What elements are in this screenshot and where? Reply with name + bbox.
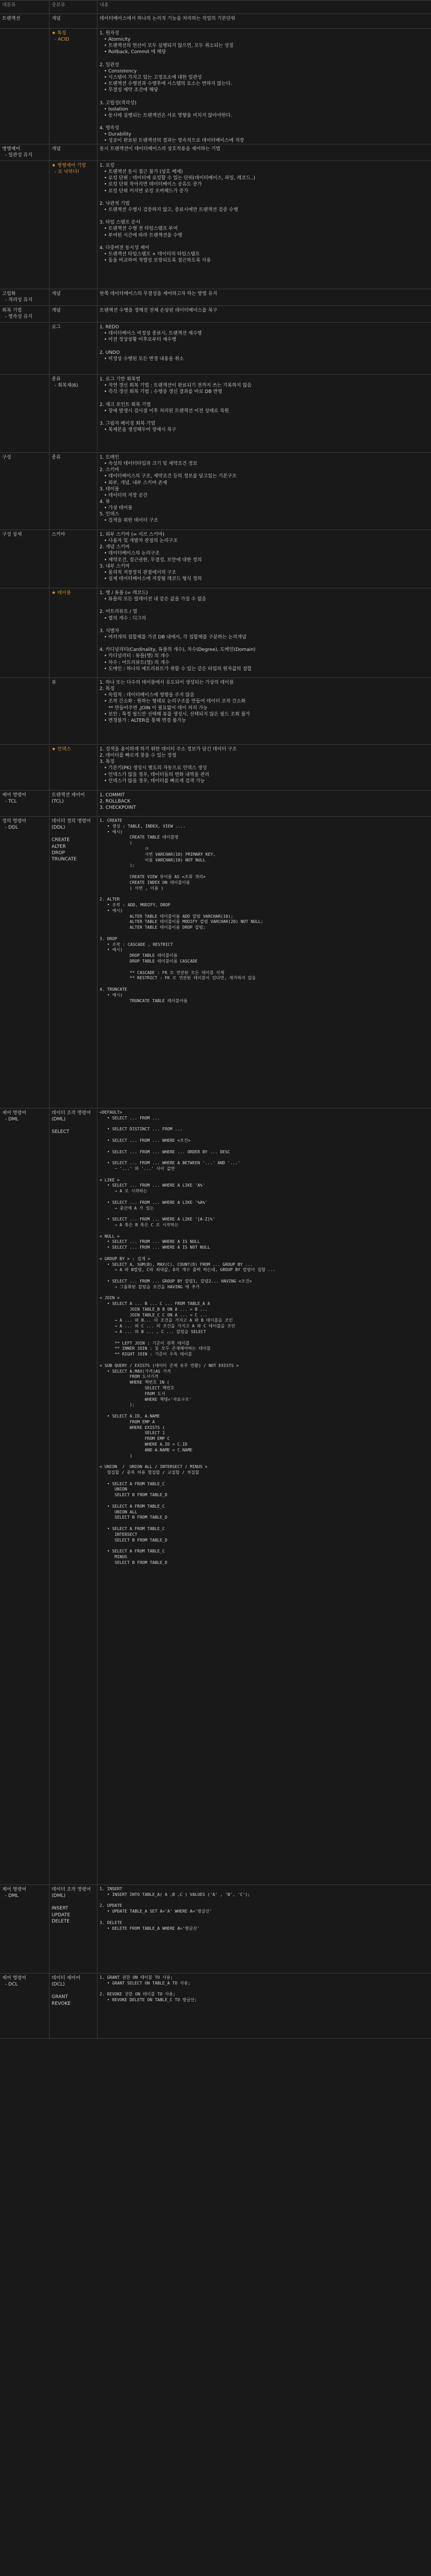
table-row: [0, 375, 431, 453]
row-content: 1. 검색을 용이하게 하기 위한 데이터 주소 정보가 담긴 데이터 구조 2. 데이터를 빠르게 찾을 수 있는 장점 3. 특징 • 기본키(PK) 생성시 별도의 자동으로 인덱스 생성 • 인덱스가 많을 경우, 데이터들의 변화 내역을 관리 • 인덱스가 많을 경우, 데이터를 빠르게 검색 가능: [100, 747, 237, 784]
table-row: [0, 289, 431, 306]
row-content: 데이터베이스에서 하나의 논리적 기능을 처리하는 작업의 기본단위: [100, 16, 236, 21]
row-subcategory: ★ 특징 - ACID: [50, 29, 97, 144]
table-row: [0, 588, 431, 678]
header-subcategory: 중분류: [50, 1, 97, 14]
row-content: 1. GRANT 권한 ON 테이블 TO 사용; • GRANT SELECT ON TABLE_A TO 사용; 2. REVOKE 권한 ON 테이블 TO 사용; • REVOKE DELETE ON TABLE_C TO 방글산;: [100, 1975, 197, 2003]
row-category: 구성 상세: [0, 530, 50, 588]
table-row: [0, 530, 431, 588]
row-category: 병행제어 - 일관성 유지: [0, 144, 50, 161]
row-content: 1. 로킹 • 트랜잭션 동시 접근 불가 (상호 배제) • 로킹 단위 : 데이터에 로킹할 수 있는 단위(데이터베이스, 파일, 레코드..) • 로킹 단위 작아지면 데이터베이스 공유도 증가 • 로킹 단위 커지면 로킹 오버헤드가 증가 2. 낙관적 기법 • 트랜잭션 수행시 검증하지 않고, 종료시에만 트랜잭션 검증 수행 3. 타임 스탬프 순서 • 트랜잭션 수행 전 타임스탬프 부여 • 부여된 시간에 따라 트랜잭션을 수행 4. 다중버전 동시성 제어 • 트랜잭션 타임스탬프 + 데이터의 타임스탬프 • 둘을 비교하여 직렬성 보장되도록 접근하도록 사용: [100, 163, 255, 264]
row-subcategory: 트랜잭션 제어어(TCL): [50, 791, 97, 816]
table-row: [0, 1108, 431, 1885]
row-content: 1. 원자성 • Atomicity • 트랜잭션의 연산이 모두 실행되지 않으면, 모두 취소되는 성질 • Rollback, Commit 에 해당 2. 일관성 • Consistency • 시스템이 가지고 있는 고정요소에 대한 일관성 • 트랜잭션 수행전과 수행후에 시스템의 요소는 변하지 않는다. • 무결성 제약 조건에 해당 3. 고립성(격리성) • Isolation • 동시에 실행되는 트랜잭션은 서로 영향을 미치지 않아야한다. 4. 영속성 • Durability • 성공이 완료된 트랜잭션의 결과는 영속적으로 데이터베이스에 저장: [100, 31, 244, 144]
row-content: 1. 로그 기반 회복법 • 지연 갱신 회복 기법 : 트랜잭션이 완료되기 전까지 쓰는 기록하지 않음 • 즉각 갱신 회복 기법 : 수행중 갱신 결과를 바로 DB 반영 2. 체크 포인트 회복 기법 • 장애 발생시 검사점 이후 처리된 트랜잭션 이전 상태로 복원 3. 그림자 페이징 회복 기법 • 복제본을 생성해두어 장애시 복구: [100, 377, 252, 433]
row-subcategory: 스키마: [50, 530, 97, 588]
row-subcategory: 로그: [50, 323, 97, 374]
row-subcategory: ★ 인덱스: [50, 745, 97, 790]
row-category: 고립화 - 격리성 유지: [0, 289, 50, 305]
row-content: 1. CREATE • 생성 : TABLE, INDEX, VIEW .... • 예시) CREATE TABLE 테이블명 ( ㅁ 사번 VARCHAR(10) PRIMARY KEY, 이름 VARCHAR(10) NOT NULL ); CREATE VIEW 뷰이름 AS <조회 쿼리> CREATE INDEX ON 테이블이름 ( 사번 , 이름 ) 2. ALTER • 조작 : ADD, MODIFY, DROP • 예시) ALTER TABLE 테이블이름 ADD 칼럼 VARCHAR(10); ALTER TABLE 테이블이름 MODIFY 칼럼 VARCHAR(20) NOT NULL; ALTER TABLE 테이블이름 DROP 칼럼; 3. DROP • 조작 : CASCADE , RESTRICT • 예시) DROP TABLE 테이블이름 DROP TABLE 테이블이름 CASCADE ** CASCADE : FK 로 연관된 모든 테이블 삭제 ** RESTRICT : FK 로 연관된 테이블이 있다면, 제거하지 않음 4. TRUNCATE • 예시) TRUNCATE TABLE 테이블이름: [100, 818, 264, 1003]
row-subcategory: 종류 - 회복재(6): [50, 375, 97, 452]
row-category: [0, 375, 50, 452]
row-subcategory: 데이터 제어어 (DCL) GRANT REVOKE: [50, 1974, 97, 2038]
table-row: [0, 1974, 431, 2039]
row-category: 제어 명령어 - DML: [0, 1108, 50, 1884]
row-category: 회복 기법 - 영속성 유지: [0, 306, 50, 322]
row-content: 1. 행 / 튜플 (= 레코드) • 튜플의 모든 릴레이션 내 같은 값을 가질 수 없음 2. 어트리뷰트 / 열 • 열의 개수 : 디그리 3. 식별자 • 여러개의 집합체를 가진 DB 내에서, 각 집합체를 구분하는 논리개념 4. 카디널리티(Cardinality, 튜플의 개수), 차수(Degree), 도메인(Domain) • 카디널리티 : 튜플(행) 의 개수 • 차수 : 어트리뷰트(열) 의 개수 • 도메인 : 하나의 애트리뷰트가 취할 수 있는 같은 타입의 원자값의 집합: [100, 590, 256, 672]
row-subcategory: 종류: [50, 453, 97, 529]
row-subcategory: ★ 테이블: [50, 588, 97, 677]
row-subcategory: 데이터 조작 명령어(DML) SELECT: [50, 1108, 97, 1884]
row-category: 제어 명령어 - DCL: [0, 1974, 50, 2038]
row-subcategory: 데이터 조작 명령어(DML) INSERT UPDATE DELETE: [50, 1885, 97, 1973]
row-content: 1. REDO • 데이터베이스 비정상 종료시, 트랜잭션 재수행 • 이전 정상상황 이후로부터 재수행 2. UNDO • 비정상 수행된 모든 변경 내용을 취소: [100, 325, 202, 362]
table-row: [0, 453, 431, 530]
table-row: [0, 1885, 431, 1974]
row-category: [0, 678, 50, 744]
row-category: [0, 161, 50, 289]
row-content: 1. 하나 또는 다수의 테이블에서 유도되어 생성되는 가상의 테이블 2. 특징 • 독립적 : 데이터베이스에 영향을 주지 않음 • 조작 간소화 : 원하는 형태로 논리구조를 만들어 데이터 조작 간소화 ** 만들어주면 ,JOIN 이 필요없이 데이 처리 가능 • 보안 : 특정 필드만 선택해 뷰를 생성시, 선택되지 않은 필드 조회 불가 • 변경불가 : ALTER를 통해 변경 불가능: [100, 680, 250, 723]
table-row: [0, 161, 431, 289]
row-category: 제어 명령어 - DML: [0, 1885, 50, 1973]
table-row: [0, 745, 431, 791]
row-content: 한쪽 데이터베이스의 무결성을 제어하고자 하는 방법 유지: [100, 291, 217, 297]
row-content: 1. COMMIT 2. ROLLBACK 3. CHECKPOINT: [100, 793, 136, 811]
table-row: [0, 29, 431, 144]
table-row: [0, 306, 431, 323]
row-category: 제어 명령어 - TCL: [0, 791, 50, 816]
table-row: [0, 678, 431, 745]
row-subcategory: 개념: [50, 144, 97, 161]
table-row: [0, 144, 431, 161]
row-category: [0, 745, 50, 790]
header-content: 내용: [100, 3, 109, 8]
table-row: [0, 14, 431, 29]
row-category: 구성: [0, 453, 50, 529]
row-subcategory: 개념: [50, 289, 97, 305]
row-subcategory: ★ 병행제어 기법 - 로 낙하다!: [50, 161, 97, 289]
row-category: [0, 323, 50, 374]
row-content: 1. 외부 스키마 (= 서브 스키마) • 사용자 및 개발자 관점의 논리구조 2. 개념 스키마 • 데이터베이스의 논리구조 • 제약조건, 접근권한, 무결성, 보안에 대한 정의 3. 내부 스키마 • 물리적 저장장치 관점에서의 구조 • 실제 데이터베이스에 저장될 레코드 형식 정의: [100, 532, 202, 582]
row-content: 트랜잭션 수행을 정해진 전체 손상된 데이터베이스를 복구: [100, 308, 217, 313]
row-category: 트랜잭션: [0, 14, 50, 28]
row-subcategory: 개념: [50, 306, 97, 322]
row-category: 정의 명령어 - DDL: [0, 817, 50, 1108]
row-content: 동시 트랜잭션이 데이터베이스의 상호작용을 제어하는 기법: [100, 146, 220, 152]
row-content: 1. 도메인 • 속성의 데이터타입과 크기 및 제약조건 정보 2. 스키마 • 데이터베이스의 구조, 제약조건 등의 정보를 담고있는 기본구조 • 외부, 개념, 내부 스키마 존재 3. 테이블 • 데이터의 저장 공간 4. 뷰 • 가상 테이블 5. 인덱스 • 검색을 위한 데이터 구조: [100, 455, 237, 524]
row-content: <DEFAULT> • SELECT ... FROM ... • SELECT DISTINCT ... FROM ... • SELECT ... FROM ... WHERE <조건> • SELECT ... FROM ... WHERE ... ORDER BY ... DESC • SELECT ... FROM ... WHERE A BETWEEN '...' AND '...' ~ '...' 와 '...' 사이 값만 < LIKE > • SELECT ... FROM ... WHERE A LIKE 'A%' → A 로 시작하는 • SELECT ... FROM ... WHERE A LIKE '%A%' → 중간에 A 가 있는 • SELECT ... FROM ... WHERE A LIKE '[A-Z]%' → A 혹은 B 혹은 C 로 시작하는 < NULL > • SELECT ... FROM ... WHERE A IS NULL • SELECT ... FROM ... WHERE A IS NOT NULL < GROUP BY > : 집계 > • SELECT A, SUM(B), MAX(C), COUNT(D) FROM ... GROUP BY ... → A 와 B컬럼, C와 최대값, D의 개수 출력 하는데, GROUP BY 칼럼이 집합 ... • SELECT ... FROM ... GROUP BY 칼럼1, 칼럼2... HAVING <조건> → 그룹화된 칼럼을 조건을 HAVING 에 추가 < JOIN > • SELECT A ... B ... C ... FROM TABLE_A A JOIN TABLE_B B ON A ... = B ... JOIN TABLE_C C ON A ... = C ... → A ... 와 B... 의 조건을 가지고 A 와 B 테이블을 조인 → A ... 와 C ... 의 조건을 가지고 A 와 C 테이블을 조인 → A ... 와 B ... , C ... 칼럼을 SELECT ** LEFT JOIN : 기준이 왼쪽 테이블 ** INNER JOIN : 둘 모두 존재해야하는 테이블 ** RIGHT JOIN : 기준이 우측 테이블 < SUB QUERY / EXISTS (데이터 존재 유무 반환) / NOT EXISTS > • SELECT A.MAX(가격)AS 가격 FROM 도서가격 WHERE 책번호 IN ( SELECT 책번호 FROM 도서 WHERE 책명='자료구조' ); • SELECT A.ID, A.NAME FROM EMP A WHERE EXISTS ( SELECT 1 FROM EMP C WHERE A.ID = C.ID AND A.NAME = C.NAME ) < UNION / UNION ALL / INTERSECT / MINUS > 합집합 / 중복 허용 합집합 / 교집합 / 차집합 • SELECT A FROM TABLE_C UNION SELECT B FROM TABLE_D • SELECT A FROM TABLE_C UNION ALL SELECT B FROM TABLE_D • SELECT A FROM TABLE_C INTERSECT SELECT B FROM TABLE_D • SELECT A FROM TABLE_C MINUS SELECT B FROM TABLE_D: [100, 1110, 276, 1565]
table-row: [0, 791, 431, 817]
table-row: [0, 323, 431, 375]
table-header-row: [0, 1, 431, 14]
row-subcategory: 개념: [50, 14, 97, 28]
row-category: [0, 29, 50, 144]
row-category: [0, 588, 50, 677]
header-category: 대분류: [0, 1, 50, 14]
table-row: [0, 817, 431, 1108]
row-content: 1. INSERT • INSERT INTO TABLE_A( A ,B ,C ) VALUES ('A' , 'B', 'C'); 2. UPDATE • UPDATE TABLE_A SET A='A' WHERE A='방글산' 3. DELETE • DELETE FROM TABLE_A WHERE A='방글산': [100, 1887, 250, 1931]
row-subcategory: 뷰: [50, 678, 97, 744]
row-subcategory: 데이터 정의 명령어(DDL) CREATE ALTER DROP TRUNCATE: [50, 817, 97, 1108]
